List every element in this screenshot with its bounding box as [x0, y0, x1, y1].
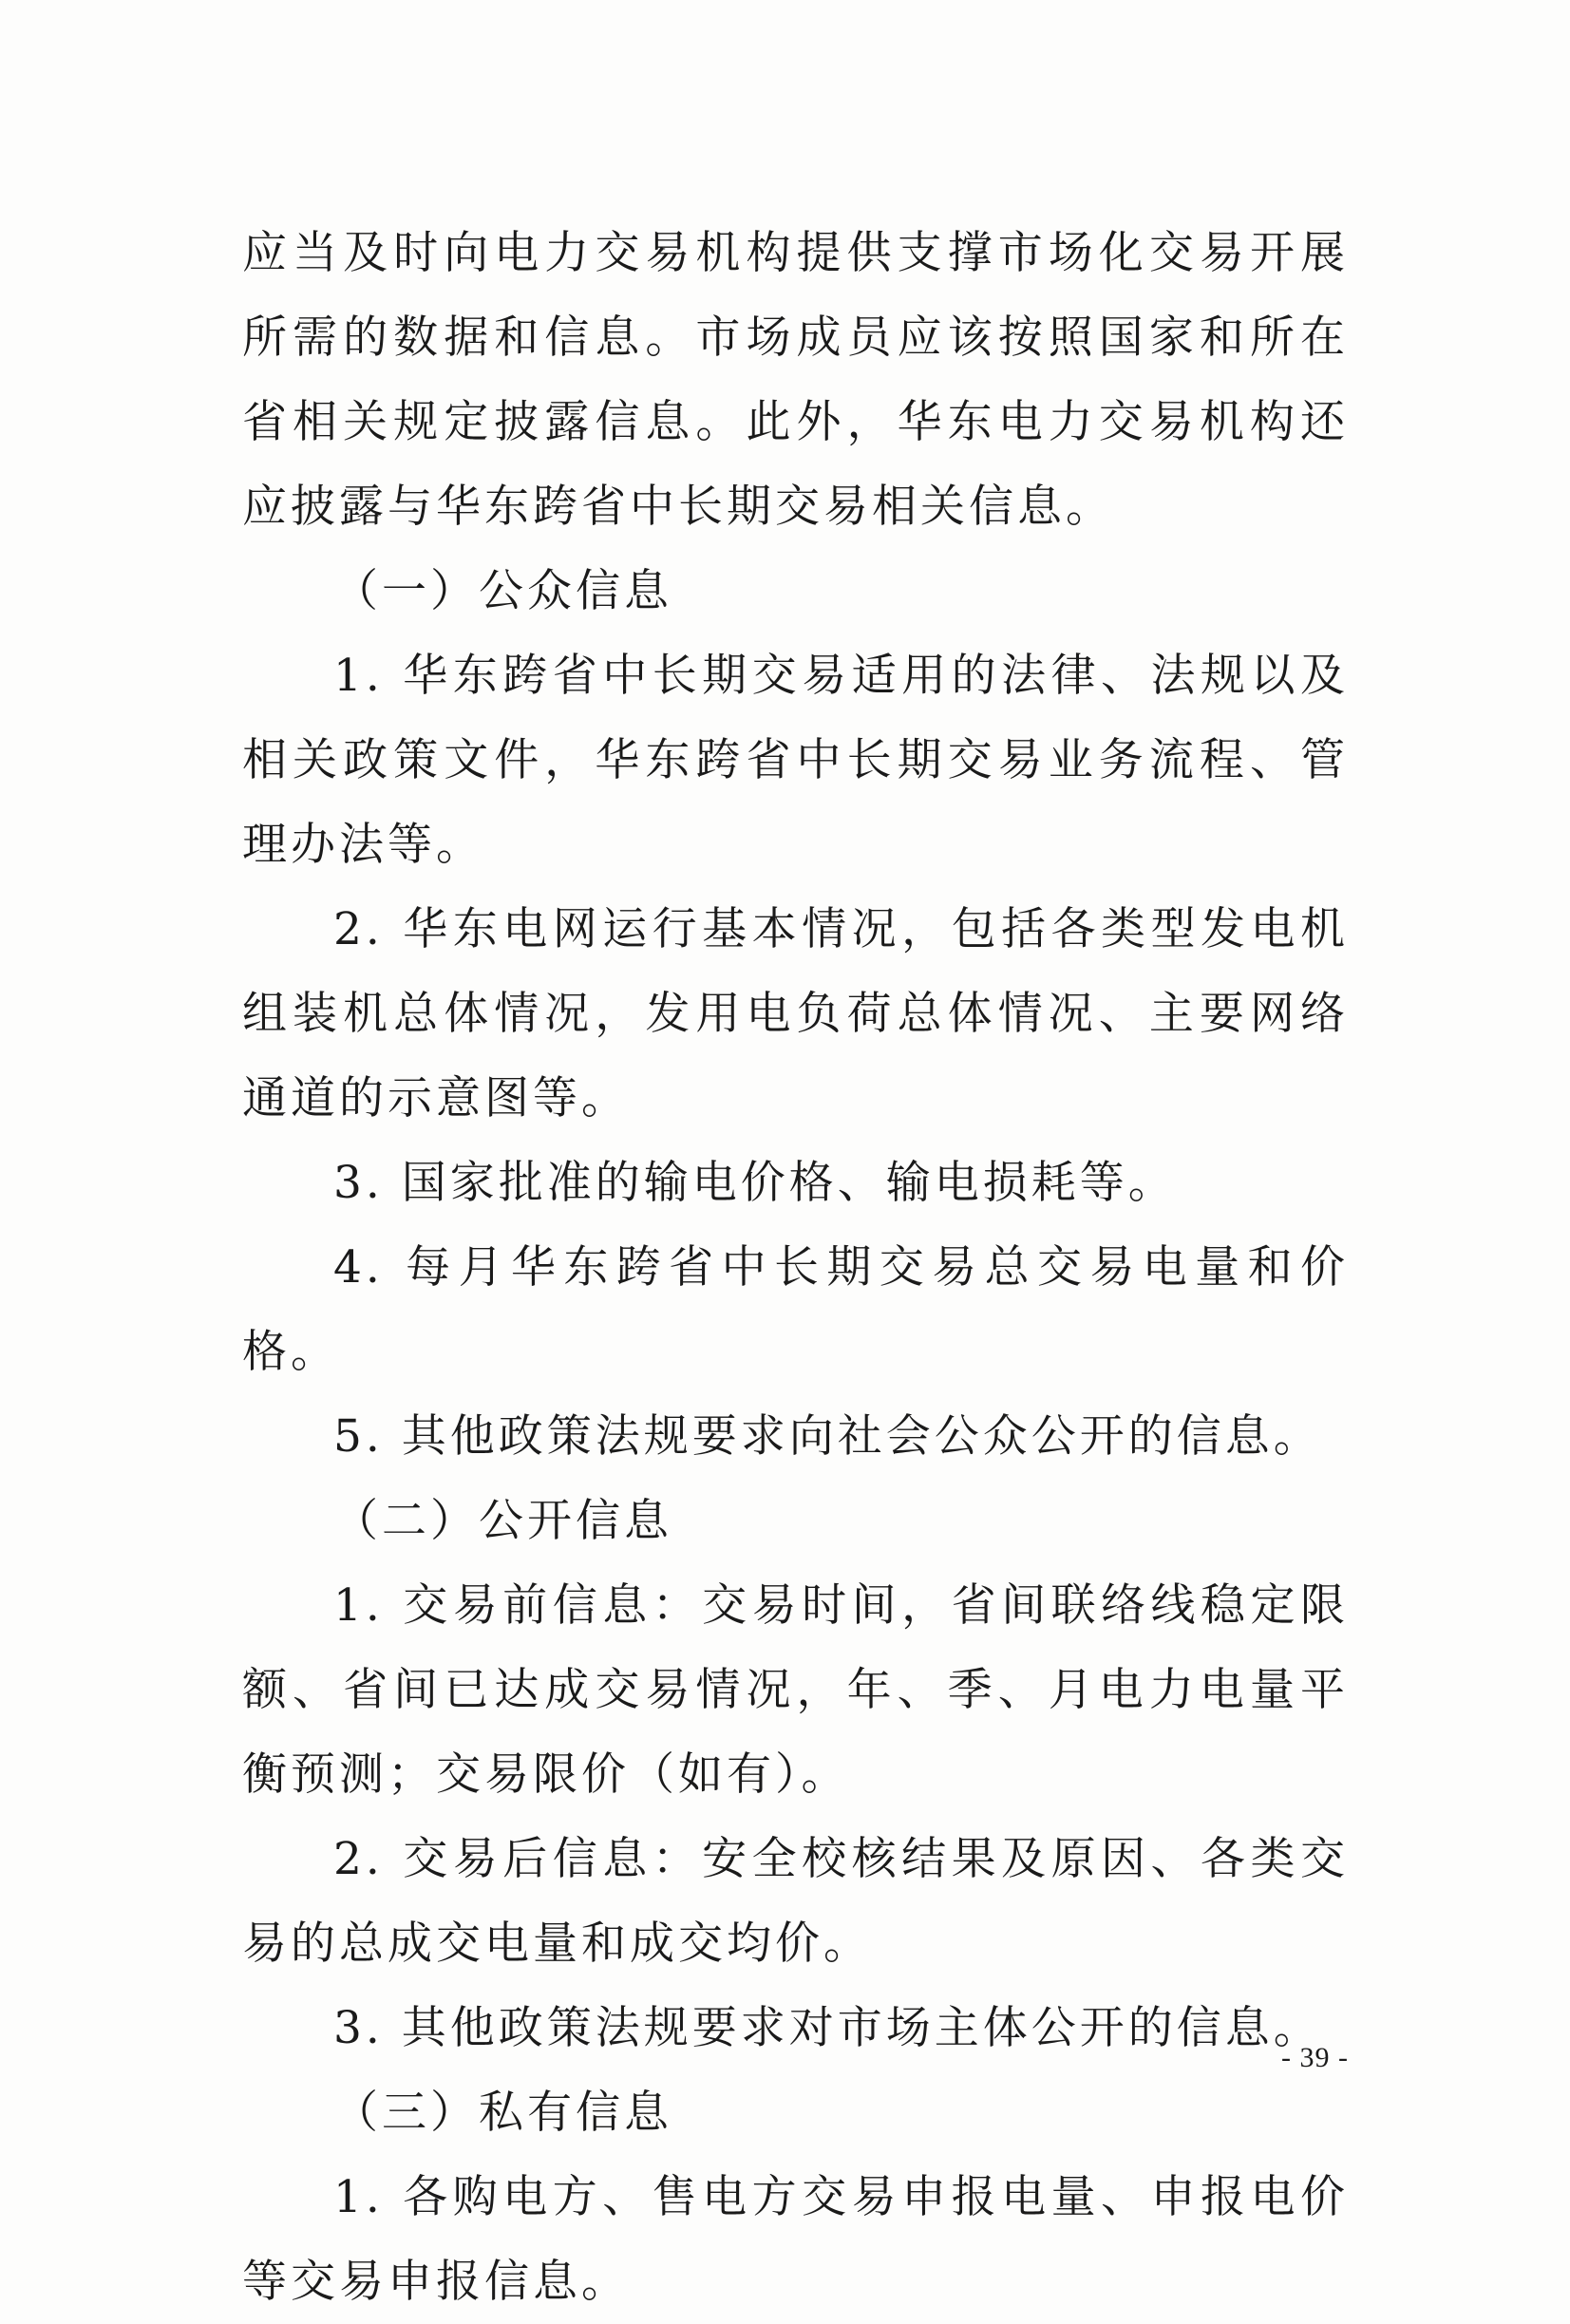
list-item: 1. 各购电方、售电方交易申报电量、申报电价等交易申报信息。	[242, 2171, 1349, 2308]
list-item: 1. 交易前信息：交易时间，省间联络线稳定限额、省间已达成交易情况，年、季、月电力电量平衡预测；交易限价（如有）。	[242, 1579, 1349, 1801]
list-item: 4. 每月华东跨省中长期交易总交易电量和价格。	[242, 1241, 1349, 1378]
list-item: 3. 国家批准的输电价格、输电损耗等。	[333, 1157, 1177, 1209]
body-text	[242, 211, 1349, 2324]
section-heading-public-info: （一）公众信息	[333, 565, 672, 617]
paragraph-continuation: 应当及时向电力交易机构提供支撑市场化交易开展所需的数据和信息。市场成员应该按照国家和所在省相关规定披露信息。此外，华东电力交易机构还应披露与华东跨省中长期交易相关信息。	[242, 227, 1349, 533]
list-item: 5. 其他政策法规要求向社会公众公开的信息。	[333, 1410, 1322, 1463]
list-item: 2. 交易后信息：安全校核结果及原因、各类交易的总成交电量和成交均价。	[242, 1833, 1349, 1970]
page-number: - 39 -	[1281, 2042, 1349, 2073]
section-heading-open-info: （二）公开信息	[333, 1495, 672, 1547]
list-item: 3. 其他政策法规要求对市场主体公开的信息。	[333, 2002, 1322, 2054]
list-item: 1. 华东跨省中长期交易适用的法律、法规以及相关政策文件，华东跨省中长期交易业务流程、管理办法等。	[242, 650, 1349, 871]
list-item: 2. 华东电网运行基本情况，包括各类型发电机组装机总体情况，发用电负荷总体情况、主要网络通道的示意图等。	[242, 903, 1349, 1124]
section-heading-private-info: （三）私有信息	[333, 2087, 672, 2139]
